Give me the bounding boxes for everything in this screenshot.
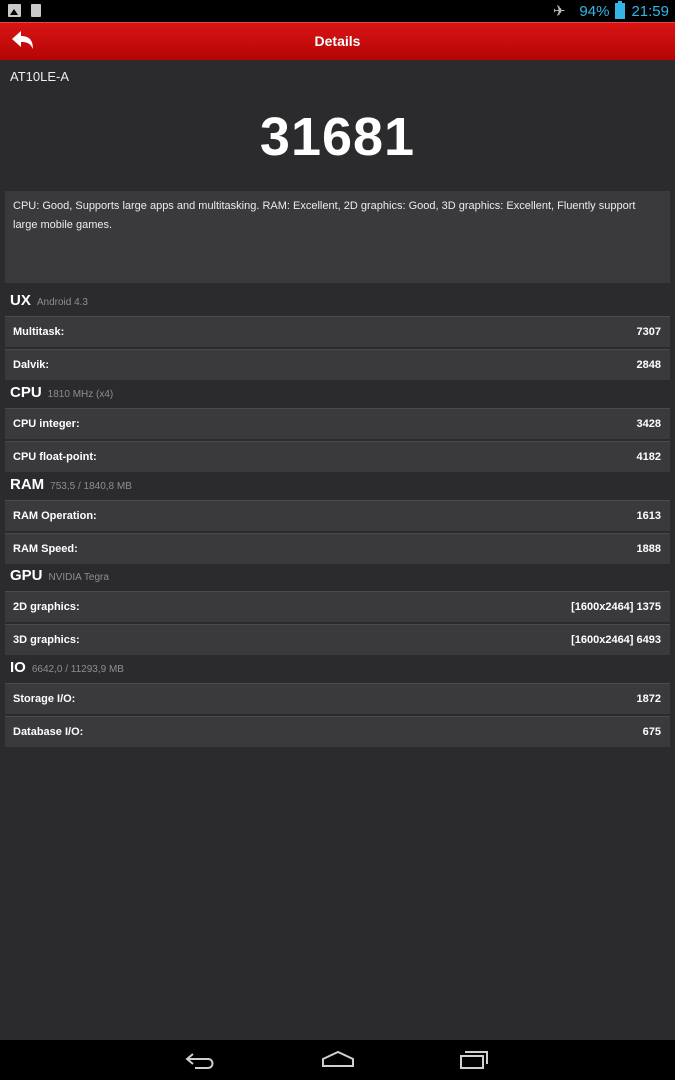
score-row-ram-speed — [5, 533, 670, 564]
score-row-multitask — [5, 316, 670, 347]
section-header — [5, 384, 670, 408]
row-label: CPU float-point: — [13, 451, 97, 463]
device-name: AT10LE-A — [10, 69, 70, 84]
section-cpu — [5, 384, 670, 474]
row-value: 4182 — [636, 451, 661, 463]
section-subtitle: 1810 MHz (x4) — [47, 389, 114, 400]
score-row-cpu-integer — [5, 408, 670, 439]
section-title: CPU — [10, 384, 42, 401]
section-title: GPU — [10, 567, 43, 584]
score-row-ram-operation — [5, 500, 670, 531]
page-title: Details — [314, 33, 361, 49]
section-header — [5, 659, 670, 683]
recents-nav-icon — [456, 1049, 492, 1071]
row-value: 1888 — [636, 543, 661, 555]
score-row-2d-graphics — [5, 591, 670, 622]
row-label: Storage I/O: — [13, 693, 76, 705]
score-row-cpu-float — [5, 441, 670, 472]
clock: 21:59 — [631, 2, 669, 20]
back-nav-icon — [183, 1049, 219, 1071]
section-title: IO — [10, 659, 26, 676]
picture-icon — [8, 4, 21, 17]
section-gpu — [5, 567, 670, 657]
section-header — [5, 567, 670, 591]
battery-charging-icon — [615, 3, 625, 19]
row-label: CPU integer: — [13, 418, 80, 430]
row-value: 3428 — [636, 418, 661, 430]
section-header — [5, 292, 670, 316]
row-value: 675 — [642, 726, 661, 738]
battery-percent: 94% — [579, 2, 610, 20]
total-score: 31681 — [259, 107, 416, 167]
section-subtitle: Android 4.3 — [36, 297, 88, 308]
summary-text: CPU: Good, Supports large apps and multitasking. RAM: Excellent, 2D graphics: Good, 3D graphics: Excellent, Fluently support large mobile games. — [5, 191, 670, 283]
score-row-database-io — [5, 716, 670, 747]
section-subtitle: NVIDIA Tegra — [48, 572, 109, 583]
section-ram — [5, 476, 670, 566]
section-io — [5, 659, 670, 749]
row-label: 3D graphics: — [13, 634, 80, 646]
score-row-storage-io — [5, 683, 670, 714]
section-title: UX — [10, 292, 31, 309]
section-ux — [5, 292, 670, 382]
app-bar — [0, 22, 675, 60]
row-label: Multitask: — [13, 326, 65, 338]
navigation-bar — [0, 1040, 675, 1080]
status-bar — [0, 0, 675, 22]
airplane-icon: ✈ — [552, 3, 566, 20]
notification-icons — [8, 4, 41, 17]
score-row-dalvik — [5, 349, 670, 380]
nav-back-button[interactable] — [183, 1049, 219, 1071]
row-label: 2D graphics: — [13, 601, 80, 613]
row-label: Dalvik: — [13, 359, 50, 371]
section-subtitle: 753,5 / 1840,8 MB — [50, 481, 132, 492]
system-indicators — [553, 2, 669, 20]
section-header — [5, 476, 670, 500]
section-title: RAM — [10, 476, 45, 493]
row-label: RAM Speed: — [13, 543, 78, 555]
row-value: [1600x2464] 1375 — [571, 601, 661, 613]
row-value: [1600x2464] 6493 — [571, 634, 661, 646]
nav-home-button[interactable] — [320, 1049, 356, 1071]
row-value: 1872 — [636, 693, 661, 705]
row-value: 7307 — [636, 326, 661, 338]
row-value: 2848 — [636, 359, 661, 371]
score-row-3d-graphics — [5, 624, 670, 655]
home-nav-icon — [320, 1049, 356, 1071]
nav-recents-button[interactable] — [456, 1049, 492, 1071]
section-subtitle: 6642,0 / 11293,9 MB — [31, 664, 124, 675]
row-value: 1613 — [636, 510, 661, 522]
sd-card-icon — [31, 4, 41, 17]
row-label: Database I/O: — [13, 726, 84, 738]
row-label: RAM Operation: — [13, 510, 97, 522]
